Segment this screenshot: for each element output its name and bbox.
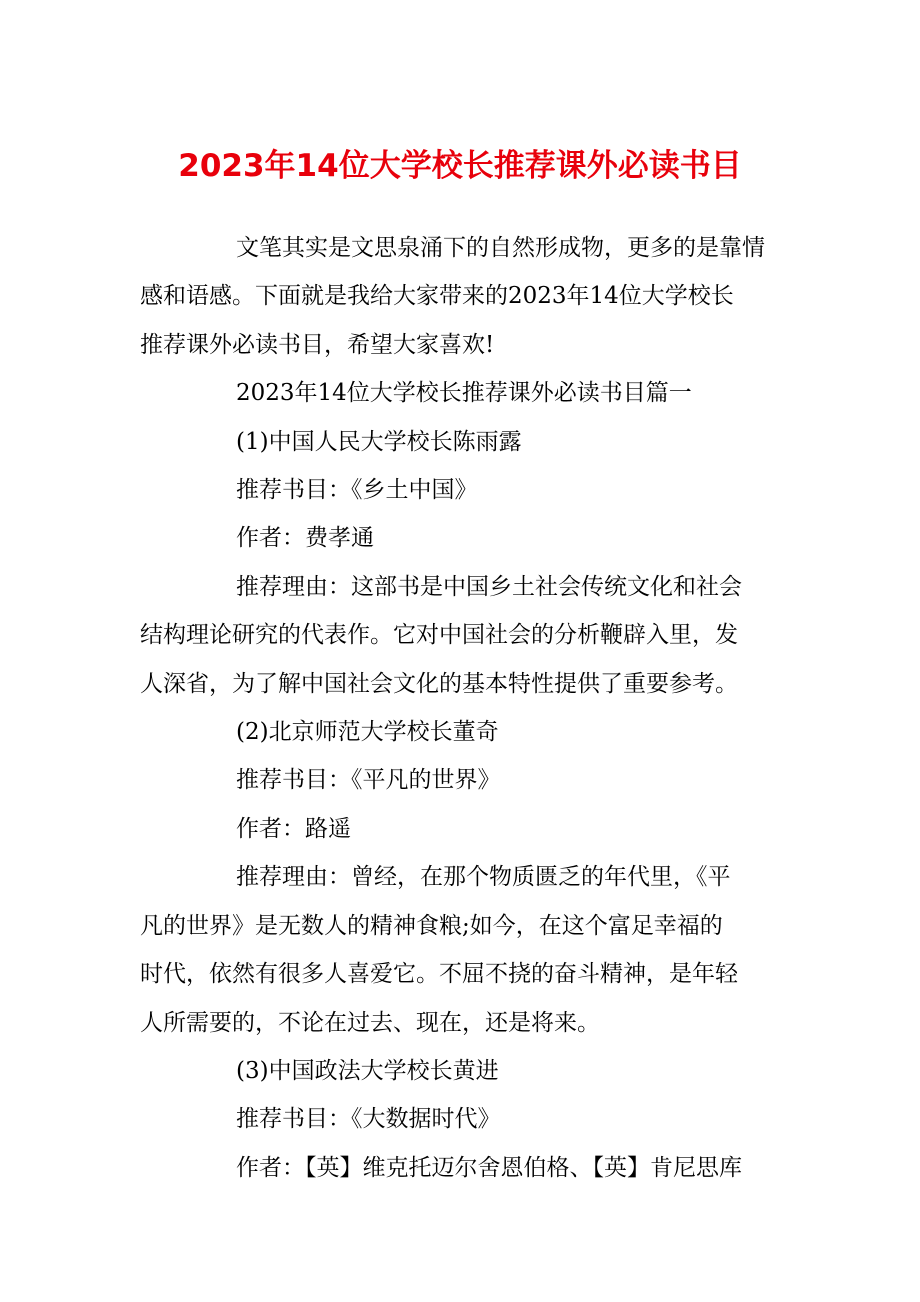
text-line: 人所需要的，不论在过去、现在，还是将来。 [140,1009,600,1036]
recommendation-reason [140,563,788,708]
book-author [140,805,788,853]
entry-heading [140,708,788,756]
text-line: (1)中国人民大学校长陈雨露 [236,428,522,455]
intro-paragraph [140,224,788,369]
text-line: 结构理论研究的代表作。它对中国社会的分析鞭辟入里，发 [140,622,738,649]
entry-heading [140,418,788,466]
section-heading [140,369,788,417]
text-line: 推荐理由：曾经，在那个物质匮乏的年代里，《平 [236,864,731,891]
text-line: 作者：路遥 [236,815,351,842]
recommended-book [140,756,788,804]
recommended-book [140,466,788,514]
text-line: 推荐理由：这部书是中国乡土社会传统文化和社会 [236,573,742,600]
book-author [140,514,788,562]
text-line: 时代，依然有很多人喜爱它。不屈不挠的奋斗精神，是年轻 [140,961,738,988]
recommendation-reason [140,853,788,1047]
recommended-book [140,1095,788,1143]
document-body [140,224,788,1192]
text-line: 凡的世界》是无数人的精神食粮;如今，在这个富足幸福的 [140,912,723,939]
text-line: 推荐书目：《平凡的世界》 [236,767,501,794]
text-line: 人深省，为了解中国社会文化的基本特性提供了重要参考。 [140,670,738,697]
text-line: 推荐书目：《大数据时代》 [236,1106,501,1133]
text-line: 作者：费孝通 [236,525,374,552]
entry-heading [140,1047,788,1095]
text-line: (3)中国政法大学校长黄进 [236,1057,499,1084]
document-title: 2023年14位大学校长推荐课外必读书目 [178,148,742,184]
text-line: 感和语感。下面就是我给大家带来的2023年14位大学校长 [140,283,734,310]
book-author [140,1144,788,1192]
text-line: 2023年14位大学校长推荐课外必读书目篇一 [236,380,692,407]
text-line: (2)北京师范大学校长董奇 [236,719,499,746]
text-line: 推荐课外必读书目，希望大家喜欢! [140,331,495,358]
text-line: 作者：【英】维克托迈尔舍恩伯格、【英】肯尼思库 [236,1154,742,1181]
text-line: 文笔其实是文思泉涌下的自然形成物，更多的是靠情 [236,235,765,261]
text-line: 推荐书目：《乡土中国》 [236,477,478,504]
